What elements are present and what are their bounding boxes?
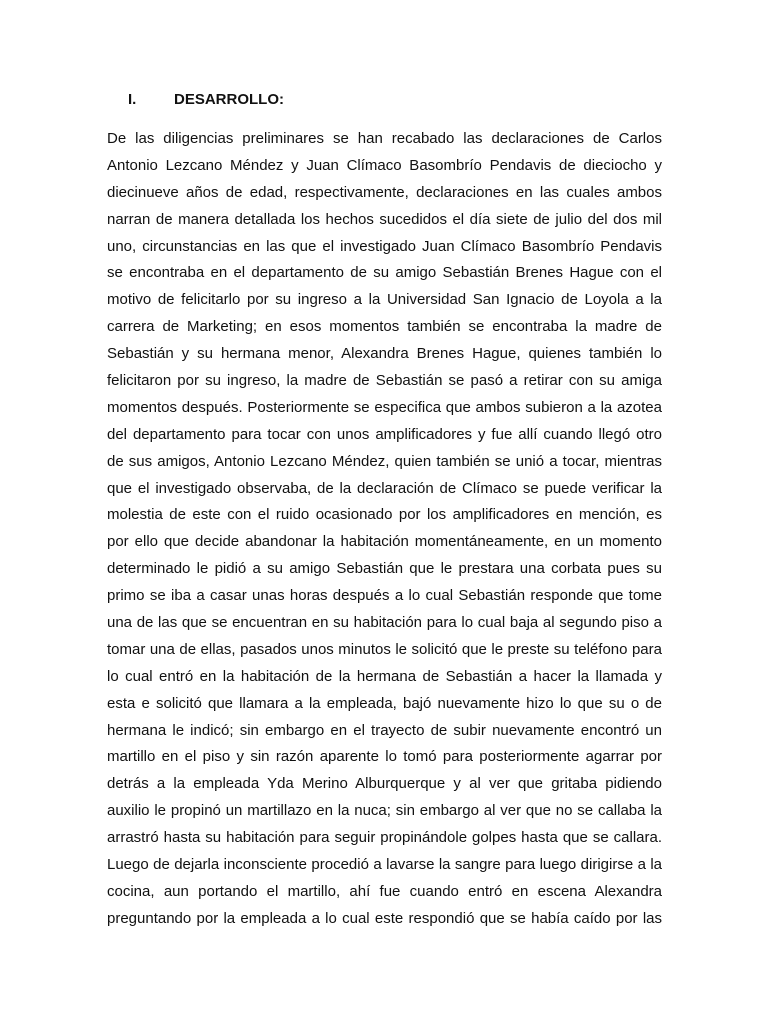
text-line: determinado le pidió a su amigo Sebastián que le prestara una corbata pues su xyxy=(107,560,662,578)
text-line: por ello que decide abandonar la habitación momentáneamente, en un momento xyxy=(107,533,662,551)
section-number: I. xyxy=(128,91,137,108)
text-line: preguntando por la empleada a lo cual este respondió que se había caído por las xyxy=(107,909,662,927)
text-line: hermana le indicó; sin embargo en el trayecto de subir nuevamente encontró un xyxy=(107,721,662,739)
body-paragraph xyxy=(107,126,662,933)
text-line: De las diligencias preliminares se han recabado las declaraciones de Carlos xyxy=(107,130,662,147)
text-line: motivo de felicitarlo por su ingreso a la Universidad San Ignacio de Loyola a la xyxy=(107,291,662,309)
text-line: primo se iba a casar unas horas después a lo cual Sebastián responde que tome xyxy=(107,587,662,605)
text-line: carrera de Marketing; en esos momentos también se encontraba la madre de xyxy=(107,318,662,336)
text-line: que el investigado observaba, de la declaración de Clímaco se puede verificar la xyxy=(107,479,662,497)
text-line: uno, circunstancias en las que el investigado Juan Clímaco Basombrío Pendavis xyxy=(107,237,662,255)
text-line: de sus amigos, Antonio Lezcano Méndez, quien también se unió a tocar, mientras xyxy=(107,452,662,470)
text-line: momentos después. Posteriormente se especifica que ambos subieron a la azotea xyxy=(107,398,662,416)
text-line: Sebastián y su hermana menor, Alexandra Brenes Hague, quienes también lo xyxy=(107,345,662,363)
text-line: Luego de dejarla inconsciente procedió a lavarse la sangre para luego dirigirse a la xyxy=(107,856,662,874)
text-line: una de las que se encuentran en su habitación para lo cual baja al segundo piso a xyxy=(107,614,662,632)
text-line: tomar una de ellas, pasados unos minutos le solicitó que le preste su teléfono para xyxy=(107,640,662,658)
text-line: molestia de este con el ruido ocasionado por los amplificadores en mención, es xyxy=(107,506,662,524)
text-line: diecinueve años de edad, respectivamente, declaraciones en las cuales ambos xyxy=(107,183,662,201)
text-line: martillo en el piso y sin razón aparente lo tomó para posteriormente agarrar por xyxy=(107,748,662,766)
text-line: detrás a la empleada Yda Merino Alburquerque y al ver que gritaba pidiendo xyxy=(107,775,662,793)
section-title: DESARROLLO: xyxy=(174,91,284,108)
text-line: del departamento para tocar con unos amplificadores y fue allí cuando llegó otro xyxy=(107,425,662,443)
text-line: lo cual entró en la habitación de la hermana de Sebastián a hacer la llamada y xyxy=(107,667,662,685)
text-line: Antonio Lezcano Méndez y Juan Clímaco Basombrío Pendavis de dieciocho y xyxy=(107,156,662,174)
text-line: arrastró hasta su habitación para seguir propinándole golpes hasta que se callara. xyxy=(107,829,662,847)
text-line: esta e solicitó que llamara a la empleada, bajó nuevamente hizo lo que su o de xyxy=(107,694,662,712)
section-heading xyxy=(128,90,284,110)
text-line: auxilio le propinó un martillazo en la nuca; sin embargo al ver que no se callaba la xyxy=(107,802,662,820)
text-line: se encontraba en el departamento de su amigo Sebastián Brenes Hague con el xyxy=(107,264,662,282)
text-line: narran de manera detallada los hechos sucedidos el día siete de julio del dos mil xyxy=(107,210,662,228)
text-line: cocina, aun portando el martillo, ahí fue cuando entró en escena Alexandra xyxy=(107,882,662,900)
text-line: felicitaron por su ingreso, la madre de Sebastián se pasó a retirar con su amiga xyxy=(107,372,662,390)
